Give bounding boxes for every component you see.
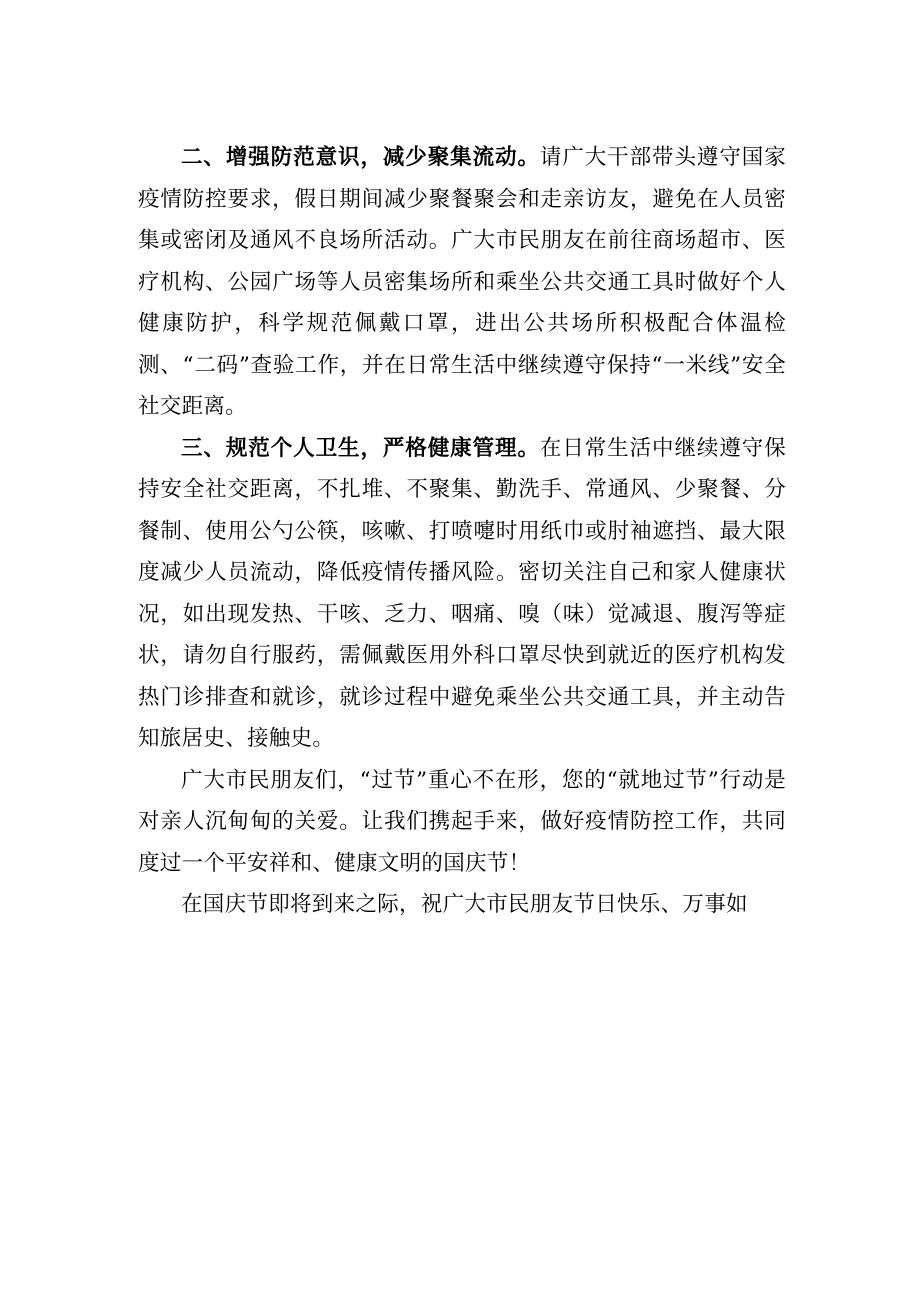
paragraph-body: 在日常生活中继续遵守保持安全社交距离，不扎堆、不聚集、勤洗手、常通风、少聚餐、分餐制、使用公勺公筷，咳嗽、打喷嚏时用纸巾或肘袖遮挡、最大限度减少人员流动，降低疫情传播风险。密切关注自己和家人健康状况，如出现发热、干咳、乏力、咽痛、嗅（味）觉减退、腹泻等症状，请勿自行服药，需佩戴医用外科口罩尽快到就近的医疗机构发热门诊排查和就诊，就诊过程中避免乘坐公共交通工具，并主动告知旅居史、接触史。	[138, 435, 786, 751]
section-heading-three: 三、规范个人卫生，严格健康管理。	[181, 435, 540, 461]
paragraph-body: 在国庆节即将到来之际，祝广大市民朋友节日快乐、万事如	[181, 892, 748, 917]
paragraph-body: 广大市民朋友们，“过节”重心不在形，您的“就地过节”行动是对亲人沉甸甸的关爱。让我们携起手来，做好疫情防控工作，共同度过一个平安祥和、健康文明的国庆节！	[138, 767, 786, 876]
paragraph-body: 请广大干部带头遵守国家疫情防控要求，假日期间减少聚餐聚会和走亲访友，避免在人员密集或密闭及通风不良场所活动。广大市民朋友在前往商场超市、医疗机构、公园广场等人员密集场所和乘坐公共交通工具时做好个人健康防护，科学规范佩戴口罩，进出公共场所积极配合体温检测、“二码”查验工作，并在日常生活中继续遵守保持“一米线”安全社交距离。	[138, 145, 786, 419]
paragraph-appeal	[138, 760, 786, 885]
paragraph-greeting	[138, 884, 786, 926]
section-heading-two: 二、增强防范意识，减少聚集流动。	[181, 145, 540, 170]
paragraph-prevention-awareness	[138, 137, 786, 428]
paragraph-personal-hygiene	[138, 428, 786, 760]
